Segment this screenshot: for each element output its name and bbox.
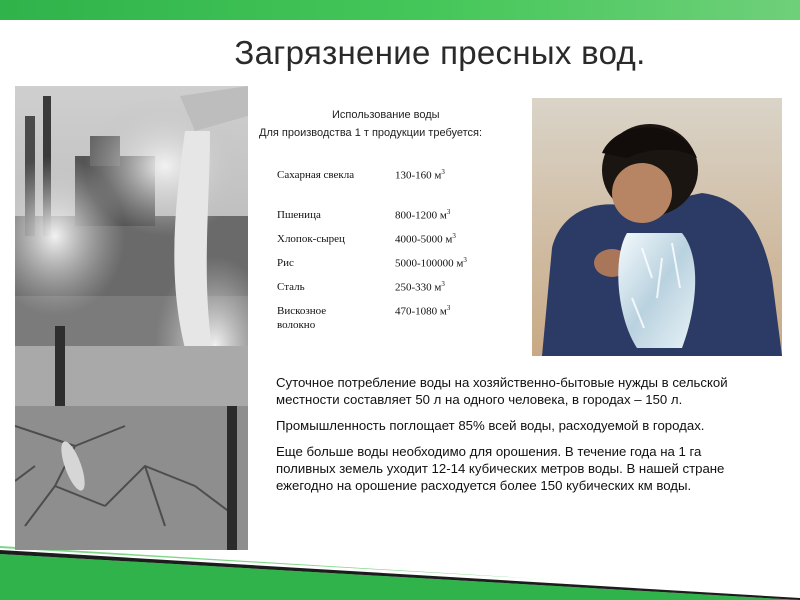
table-row-product: Сахарная свекла xyxy=(277,169,355,181)
table-row-amount: 250-330 $м^3$ xyxy=(395,280,445,294)
table-row-product: Пшеница xyxy=(277,209,321,221)
table-row-amount: 800-1200 $м^3$ xyxy=(395,208,451,222)
paragraph-irrigation: Еще больше воды необходимо для орошения. В течение года на 1 га поливных земель уходит 12-14 кубических метров воды. В нашей стране ежегодно на орошение расходуется более 150 кубических км воды. xyxy=(276,444,725,493)
paragraph-industry-consumption: Промышленность поглощает 85% всей воды, расходуемой в городах. xyxy=(276,418,705,433)
table-row-product: Вискозное волокно xyxy=(277,305,327,331)
table-row-amount: 470-1080 $м^3$ xyxy=(395,304,451,318)
water-usage-heading: Использование воды xyxy=(332,109,440,121)
table-row-product: Рис xyxy=(277,257,294,269)
industrial-pollution-photo xyxy=(15,86,248,550)
table-row-amount: 4000-5000 $м^3$ xyxy=(395,232,456,246)
table-row-amount: 5000-100000 $м^3$ xyxy=(395,256,467,270)
paragraph-household-consumption: Суточное потребление воды на хозяйственно-бытовые нужды в сельской местности составляет 50 л на одного человека, в городах – 150 л. xyxy=(276,375,728,407)
slide-title: Загрязнение пресных вод. xyxy=(234,34,646,71)
water-usage-subtitle: Для производства 1 т продукции требуется: xyxy=(259,127,483,139)
boy-drinking-water-photo xyxy=(532,98,782,356)
table-row-product: Сталь xyxy=(277,281,305,293)
table-row-product: Хлопок-сырец xyxy=(277,233,345,245)
body-text xyxy=(276,374,761,503)
top-accent-bar xyxy=(0,0,800,20)
table-row-amount: 130-160 $м^3$ xyxy=(395,168,445,182)
